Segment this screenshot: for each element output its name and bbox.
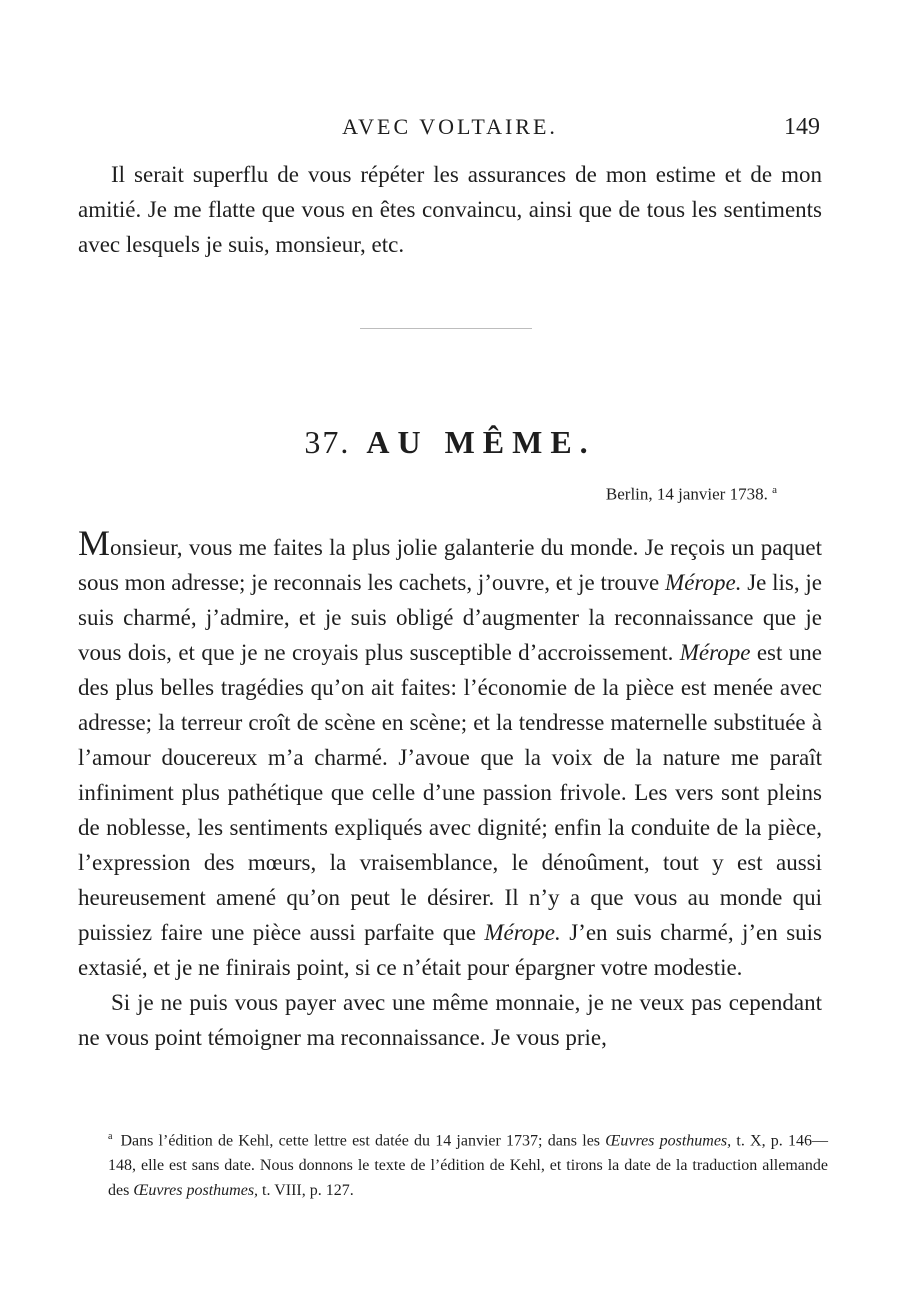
footnote-mark: a	[108, 1131, 113, 1142]
footnote-text: t. VIII, p. 127.	[258, 1182, 354, 1200]
letter-paragraph-1	[78, 523, 823, 985]
footnote-work-title: Œuvres posthumes,	[133, 1182, 259, 1200]
dateline-text: Berlin, 14 janvier 1738.	[605, 484, 768, 504]
letter-heading	[0, 424, 900, 461]
footnote-text: Dans l’édition de Kehl, cette lettre est datée du 14 janvier 1737; dans les	[120, 1132, 606, 1150]
work-title: Mérope.	[484, 920, 561, 945]
letter-body	[78, 523, 823, 1055]
section-divider	[360, 328, 532, 329]
letter-number: 37.	[304, 424, 351, 460]
page-number: 149	[784, 114, 820, 140]
running-title: AVEC VOLTAIRE.	[342, 114, 558, 139]
letter-title: AU MÊME.	[366, 424, 596, 460]
text-run: Je lis, je suis charmé, j’admire, et je suis obligé d’augmenter la reconnaissance que je vous dois, et que je ne croyais plus susceptible d’accroissement.	[78, 570, 822, 665]
footnote-work-title: Œuvres posthumes,	[605, 1132, 732, 1150]
text-run: J’en suis charmé, j’en suis extasié, et je ne finirais point, si ce n’était pour épargner votre modestie.	[78, 920, 822, 980]
footnote	[108, 1124, 828, 1203]
closing-paragraph: Il serait superflu de vous répéter les assurances de mon estime et de mon amitié. Je me flatte que vous en êtes convaincu, ainsi que de tous les sentiments avec lesquels je suis, monsieur, etc.	[78, 162, 822, 257]
running-head	[80, 114, 820, 146]
footnote-reference: a	[772, 484, 777, 496]
text-run: est une des plus belles tragédies qu’on ait faites: l’économie de la pièce est menée avec adresse; la terreur croît de scène en scène; et la tendresse maternelle substituée à l’amour doucereux m’a charmé. J’avoue que la voix de la nature me paraît infiniment plus pathétique que celle d’une passion frivole. Les vers sont pleins de noblesse, les sentiments expliqués avec dignité; enfin la conduite de la pièce, l’expression des mœurs, la vraisemblance, le dénoûment, tout y est aussi heureusement amené qu’on peut le désirer. Il n’y a que vous au monde qui puissiez faire une pièce aussi parfaite que	[78, 640, 823, 945]
letter-paragraph-2: Si je ne puis vous payer avec une même monnaie, je ne veux pas cependant ne vous point témoigner ma reconnaissance. Je vous prie,	[78, 990, 822, 1050]
dateline	[606, 484, 777, 505]
drop-cap: M	[78, 523, 111, 563]
text-run: onsieur, vous me faites la plus jolie galanterie du monde. Je reçois un paquet sous mon adresse; je reconnais les cachets, j’ouvre, et je trouve	[78, 535, 822, 595]
footnote-text: t. X, p. 146—148, elle est sans date. Nous donnons le texte de l’édition de Kehl, et tirons la date de la traduction allemande des	[108, 1132, 829, 1200]
work-title: Mérope.	[665, 570, 742, 595]
work-title: Mérope	[679, 640, 751, 665]
